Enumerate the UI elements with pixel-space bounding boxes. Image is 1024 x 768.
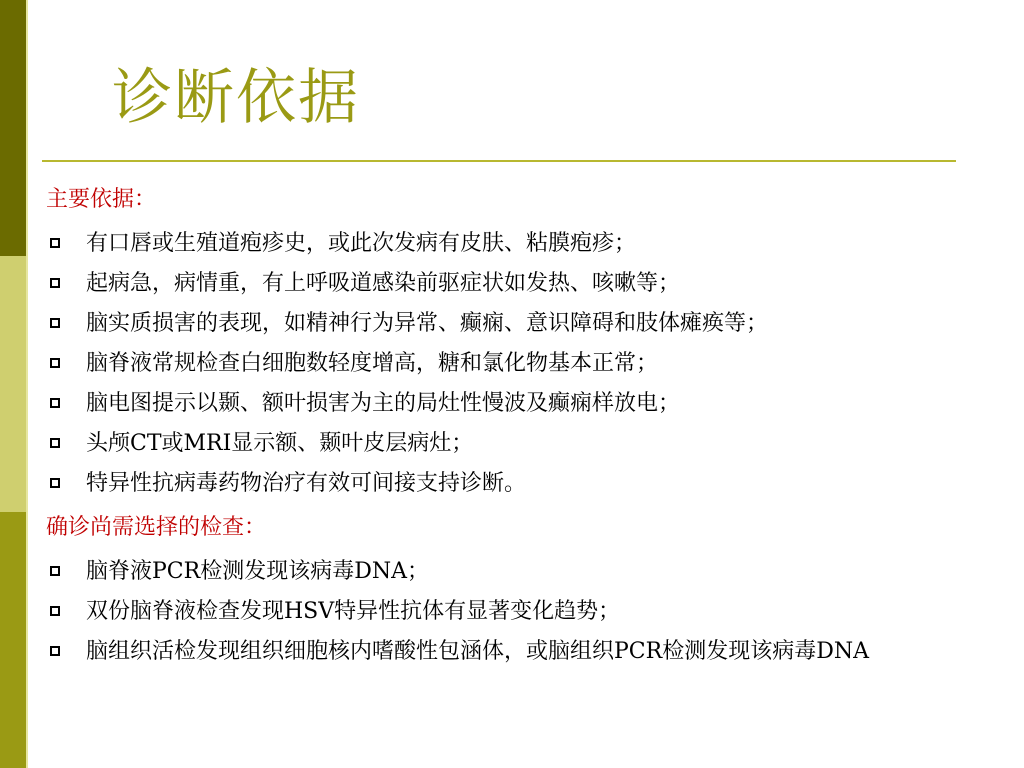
list-item bbox=[46, 594, 966, 630]
side-bar-dark-segment bbox=[0, 0, 26, 256]
list-item-text: 起病急，病情重，有上呼吸道感染前驱症状如发热、咳嗽等； bbox=[86, 271, 681, 296]
list-item-text: 脑脊液常规检查白细胞数轻度增高，糖和氯化物基本正常； bbox=[86, 351, 659, 376]
list-item bbox=[46, 466, 966, 502]
list-item bbox=[46, 226, 966, 262]
side-bar-light-segment bbox=[0, 256, 26, 512]
list-item-text: 脑电图提示以颞、额叶损害为主的局灶性慢波及癫痫样放电； bbox=[86, 391, 681, 416]
side-divider-line bbox=[26, 0, 28, 768]
section-heading-main: 主要依据： bbox=[46, 187, 157, 212]
square-bullet-icon bbox=[50, 566, 60, 576]
square-bullet-icon bbox=[50, 398, 60, 408]
list-item bbox=[46, 554, 966, 590]
list-item bbox=[46, 306, 966, 342]
list-item bbox=[46, 266, 966, 302]
square-bullet-icon bbox=[50, 606, 60, 616]
square-bullet-icon bbox=[50, 358, 60, 368]
list-item-text: 脑组织活检发现组织细胞核内嗜酸性包涵体，或脑组织PCR检测发现该病毒DNA bbox=[86, 639, 869, 664]
square-bullet-icon bbox=[50, 318, 60, 328]
slide-title: 诊断依据 bbox=[112, 63, 360, 133]
square-bullet-icon bbox=[50, 278, 60, 288]
list-item-text: 脑脊液PCR检测发现该病毒DNA； bbox=[86, 559, 429, 584]
list-item bbox=[46, 386, 966, 422]
list-item bbox=[46, 634, 966, 670]
list-item-text: 脑实质损害的表现，如精神行为异常、癫痫、意识障碍和肢体瘫痪等； bbox=[86, 311, 769, 336]
list-item bbox=[46, 346, 966, 382]
square-bullet-icon bbox=[50, 438, 60, 448]
section-heading-confirm: 确诊尚需选择的检查： bbox=[46, 515, 267, 540]
slide-content bbox=[46, 178, 966, 674]
square-bullet-icon bbox=[50, 238, 60, 248]
list-item-text: 有口唇或生殖道疱疹史，或此次发病有皮肤、粘膜疱疹； bbox=[86, 231, 637, 256]
list-item-text: 头颅CT或MRI显示额、颞叶皮层病灶； bbox=[86, 431, 474, 456]
list-item-text: 双份脑脊液检查发现HSV特异性抗体有显著变化趋势； bbox=[86, 599, 621, 624]
list-item-text: 特异性抗病毒药物治疗有效可间接支持诊断。 bbox=[86, 471, 527, 496]
side-color-bar bbox=[0, 0, 26, 768]
title-underline bbox=[42, 160, 956, 162]
square-bullet-icon bbox=[50, 646, 60, 656]
square-bullet-icon bbox=[50, 478, 60, 488]
side-bar-mid-segment bbox=[0, 512, 26, 768]
list-item bbox=[46, 426, 966, 462]
